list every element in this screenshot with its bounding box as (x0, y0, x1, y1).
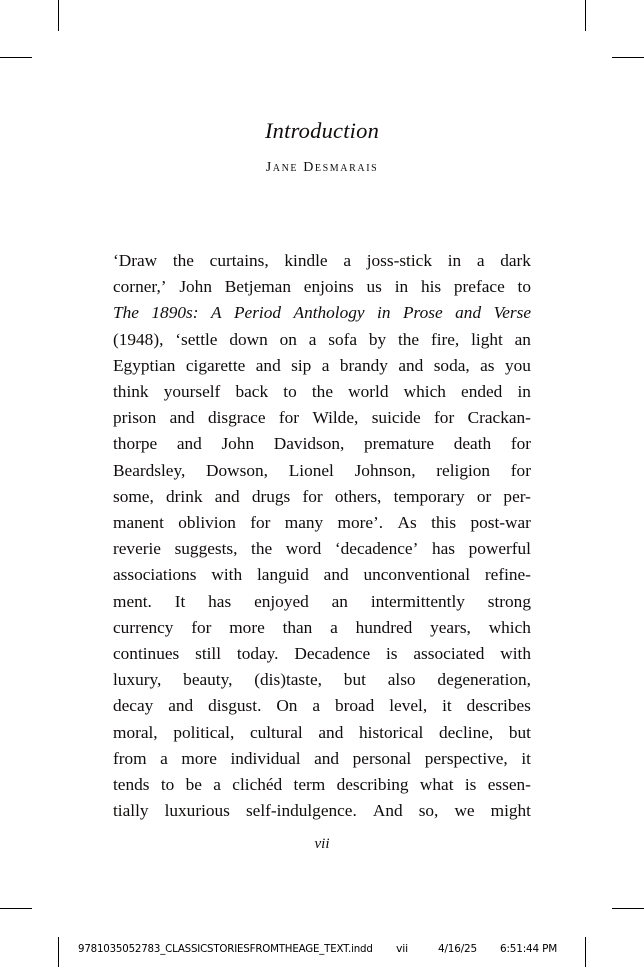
body-word: As (397, 513, 417, 533)
body-word: and (323, 565, 349, 585)
body-line (113, 772, 531, 798)
body-word: today. (236, 644, 279, 664)
body-word: luxurious (164, 801, 230, 821)
body-word: what (419, 775, 454, 795)
body-word: personal (352, 748, 412, 768)
body-word: which (488, 617, 531, 637)
body-line (113, 589, 531, 615)
body-word: Wilde, (312, 408, 359, 428)
crop-mark-top-left-vertical (58, 0, 59, 31)
body-word: disgust. (208, 696, 262, 716)
body-word: is (464, 775, 477, 795)
body-line (113, 379, 531, 405)
body-word: might (490, 801, 531, 821)
body-line (113, 458, 531, 484)
body-line (113, 562, 531, 588)
body-word: soda, (433, 355, 470, 375)
body-word: enjoins (303, 277, 354, 297)
body-word: Lionel (288, 460, 334, 480)
body-word: cultural (249, 722, 303, 742)
body-word: you (504, 355, 531, 375)
body-word: ended (461, 382, 503, 402)
indesign-slug-bar (0, 938, 644, 960)
body-word: It (174, 591, 186, 611)
body-line (113, 353, 531, 379)
body-word: A (210, 303, 222, 323)
body-word: suicide (371, 408, 421, 428)
body-word: drugs (251, 486, 291, 506)
body-word: On (276, 696, 298, 716)
body-word: in (377, 303, 391, 323)
body-word: prison (113, 408, 157, 428)
body-word: than (282, 617, 313, 637)
body-word: the (251, 539, 273, 559)
body-line (113, 274, 531, 300)
page-folio: vii (314, 836, 330, 852)
body-word: Verse (493, 303, 531, 323)
body-word: be (185, 775, 202, 795)
body-line (113, 641, 531, 667)
body-word: a (308, 329, 317, 349)
body-word: for (302, 486, 323, 506)
body-word: and (255, 355, 281, 375)
body-word: Egyptian (113, 355, 176, 375)
body-word: describes (466, 696, 531, 716)
body-word: to (283, 382, 297, 402)
body-line (113, 510, 531, 536)
body-word: (1948), (113, 329, 164, 349)
body-word: oblivion (178, 513, 236, 533)
body-word: a (330, 617, 338, 637)
body-word: kindle (284, 251, 328, 270)
body-word: degeneration, (437, 670, 531, 690)
body-word: an (331, 591, 348, 611)
crop-mark-top-right-vertical (585, 0, 586, 31)
body-word: And (372, 801, 403, 821)
body-word: and (176, 434, 202, 454)
body-word: for (250, 513, 271, 533)
body-word: in (517, 382, 531, 402)
body-word: manent (113, 513, 164, 533)
body-word: with (211, 565, 243, 585)
body-word: dark (500, 251, 531, 270)
body-word: individual (230, 748, 301, 768)
body-word: so, (418, 801, 439, 821)
book-page (113, 0, 531, 900)
body-word: sip (291, 355, 312, 375)
body-word: historical (359, 722, 424, 742)
body-word: decay (113, 696, 154, 716)
page-title: Introduction (264, 118, 380, 143)
body-word: it (442, 696, 452, 716)
body-word: currency (113, 617, 174, 637)
body-word: ‘settle (175, 329, 218, 349)
body-word: on (279, 329, 297, 349)
body-word: continues (113, 644, 180, 664)
body-word: preface (453, 277, 505, 297)
body-word: joss-stick (366, 251, 432, 270)
body-word: sofa (328, 329, 358, 349)
body-word: for (278, 408, 300, 428)
body-word: but (508, 722, 531, 742)
body-word: The (113, 303, 139, 323)
slug-date: 4/16/25 (438, 942, 477, 955)
body-word: Dowson, (206, 460, 268, 480)
body-word: the (172, 251, 194, 270)
body-word: to (517, 277, 531, 297)
body-text-block (113, 248, 531, 824)
body-word: reverie (113, 539, 161, 559)
body-word: perspective, (424, 748, 508, 768)
body-word: premature (364, 434, 435, 454)
body-word: Davidson, (273, 434, 345, 454)
body-word: the (397, 329, 420, 349)
body-word: has (431, 539, 455, 559)
body-word: yourself (163, 382, 221, 402)
body-word: cigarette (185, 355, 246, 375)
body-line (113, 536, 531, 562)
body-word: light (471, 329, 503, 349)
slug-folio: vii (396, 942, 409, 955)
body-line (113, 667, 531, 693)
body-word: ‘Draw (113, 251, 158, 270)
body-word: a (476, 251, 485, 270)
body-word: luxury, (113, 670, 162, 690)
body-word: a (321, 355, 330, 375)
body-word: decline, (439, 722, 494, 742)
body-word: also (387, 670, 416, 690)
body-word: curtains, (209, 251, 269, 270)
body-word: more’. (337, 513, 384, 533)
crop-mark-top-right-horizontal (612, 57, 644, 58)
body-word: back (235, 382, 269, 402)
body-line (113, 615, 531, 641)
body-word: with (500, 644, 531, 664)
body-word: or (476, 486, 492, 506)
body-word: Betjeman (224, 277, 291, 297)
body-line (113, 693, 531, 719)
body-line (113, 484, 531, 510)
body-word: for (191, 617, 212, 637)
body-word: associations (113, 565, 197, 585)
body-word: in (447, 251, 462, 270)
body-word: 1890s: (151, 303, 199, 323)
body-word: fire, (430, 329, 460, 349)
body-word: hundred (355, 617, 413, 637)
body-word: and (168, 696, 194, 716)
body-word: political, (173, 722, 235, 742)
body-word: unconventional (363, 565, 471, 585)
body-word: in (394, 277, 409, 297)
body-word: thorpe (113, 434, 158, 454)
body-word: (dis)taste, (254, 670, 322, 690)
body-word: death (453, 434, 492, 454)
body-word: more (181, 748, 217, 768)
body-word: for (434, 408, 455, 428)
body-word: level, (389, 696, 428, 716)
body-word: this (431, 513, 457, 533)
body-word: John (179, 277, 212, 297)
body-word: it (521, 748, 531, 768)
body-word: still (195, 644, 222, 664)
body-word: broad (334, 696, 375, 716)
body-word: essen- (487, 775, 531, 795)
body-word: us (366, 277, 382, 297)
body-word: as (480, 355, 495, 375)
crop-mark-top-left-horizontal (0, 57, 32, 58)
slug-filename: 9781035052783_CLASSICSTORIESFROMTHEAGE_TEXT.indd (78, 942, 373, 955)
body-word: clichéd (232, 775, 283, 795)
body-word: religion (436, 460, 491, 480)
body-word: beauty, (183, 670, 233, 690)
body-word: his (420, 277, 442, 297)
body-word: by (368, 329, 387, 349)
body-line (113, 300, 531, 326)
body-word: down (229, 329, 268, 349)
body-word: Crackan- (467, 408, 531, 428)
body-word: some, (113, 486, 154, 506)
body-word: Period (233, 303, 282, 323)
body-word: for (510, 434, 531, 454)
body-word: word (285, 539, 322, 559)
body-word: ‘decadence’ (334, 539, 419, 559)
body-word: a (213, 775, 221, 795)
body-word: others, (334, 486, 382, 506)
body-word: tends (113, 775, 150, 795)
body-word: think (113, 382, 149, 402)
body-line (113, 746, 531, 772)
body-line (113, 405, 531, 431)
author-byline: Jane Desmarais (265, 160, 379, 175)
crop-mark-bottom-left-horizontal (0, 908, 32, 909)
body-word: suggests, (174, 539, 238, 559)
body-word: Beardsley, (113, 460, 186, 480)
body-word: drink (166, 486, 203, 506)
body-word: a (343, 251, 351, 270)
body-word: Johnson, (354, 460, 416, 480)
body-word: Decadence (294, 644, 371, 664)
body-word: strong (487, 591, 531, 611)
body-word: moral, (113, 722, 158, 742)
body-line (113, 798, 531, 824)
body-word: ment. (113, 591, 152, 611)
body-word: enjoyed (254, 591, 309, 611)
body-word: associated (413, 644, 485, 664)
body-word: and (318, 722, 344, 742)
body-word: John (221, 434, 255, 454)
body-word: from (113, 748, 147, 768)
body-word: disgrace (207, 408, 266, 428)
body-word: post-war (470, 513, 531, 533)
body-word: which (403, 382, 446, 402)
body-word: an (514, 329, 531, 349)
body-word: Anthology (293, 303, 365, 323)
body-word: more (229, 617, 265, 637)
body-word: years, (430, 617, 471, 637)
slug-time: 6:51:44 PM (500, 942, 558, 955)
body-line (113, 720, 531, 746)
body-word: is (386, 644, 398, 664)
body-word: has (208, 591, 232, 611)
body-word: we (454, 801, 475, 821)
body-word: a (312, 696, 321, 716)
body-word: and (214, 486, 240, 506)
body-line (113, 327, 531, 353)
body-word: corner,’ (113, 277, 167, 297)
body-line (113, 431, 531, 457)
body-word: temporary (393, 486, 465, 506)
body-word: per- (503, 486, 531, 506)
body-word: to (160, 775, 175, 795)
body-word: describing (336, 775, 409, 795)
body-word: and (314, 748, 340, 768)
body-word: for (510, 460, 531, 480)
body-word: many (284, 513, 324, 533)
body-word: and (169, 408, 195, 428)
body-word: world (348, 382, 389, 402)
body-word: languid (256, 565, 309, 585)
body-word: term (293, 775, 326, 795)
body-word: and (455, 303, 482, 323)
body-word: tially (113, 801, 149, 821)
body-word: the (311, 382, 333, 402)
crop-mark-bottom-right-horizontal (612, 908, 644, 909)
body-word: but (343, 670, 366, 690)
body-word: a (160, 748, 168, 768)
body-word: intermittently (370, 591, 465, 611)
body-word: self-indulgence. (245, 801, 357, 821)
body-word: refine- (484, 565, 531, 585)
body-word: and (398, 355, 424, 375)
body-line (113, 248, 531, 274)
body-word: brandy (339, 355, 388, 375)
body-word: powerful (468, 539, 531, 559)
body-word: Prose (402, 303, 443, 323)
